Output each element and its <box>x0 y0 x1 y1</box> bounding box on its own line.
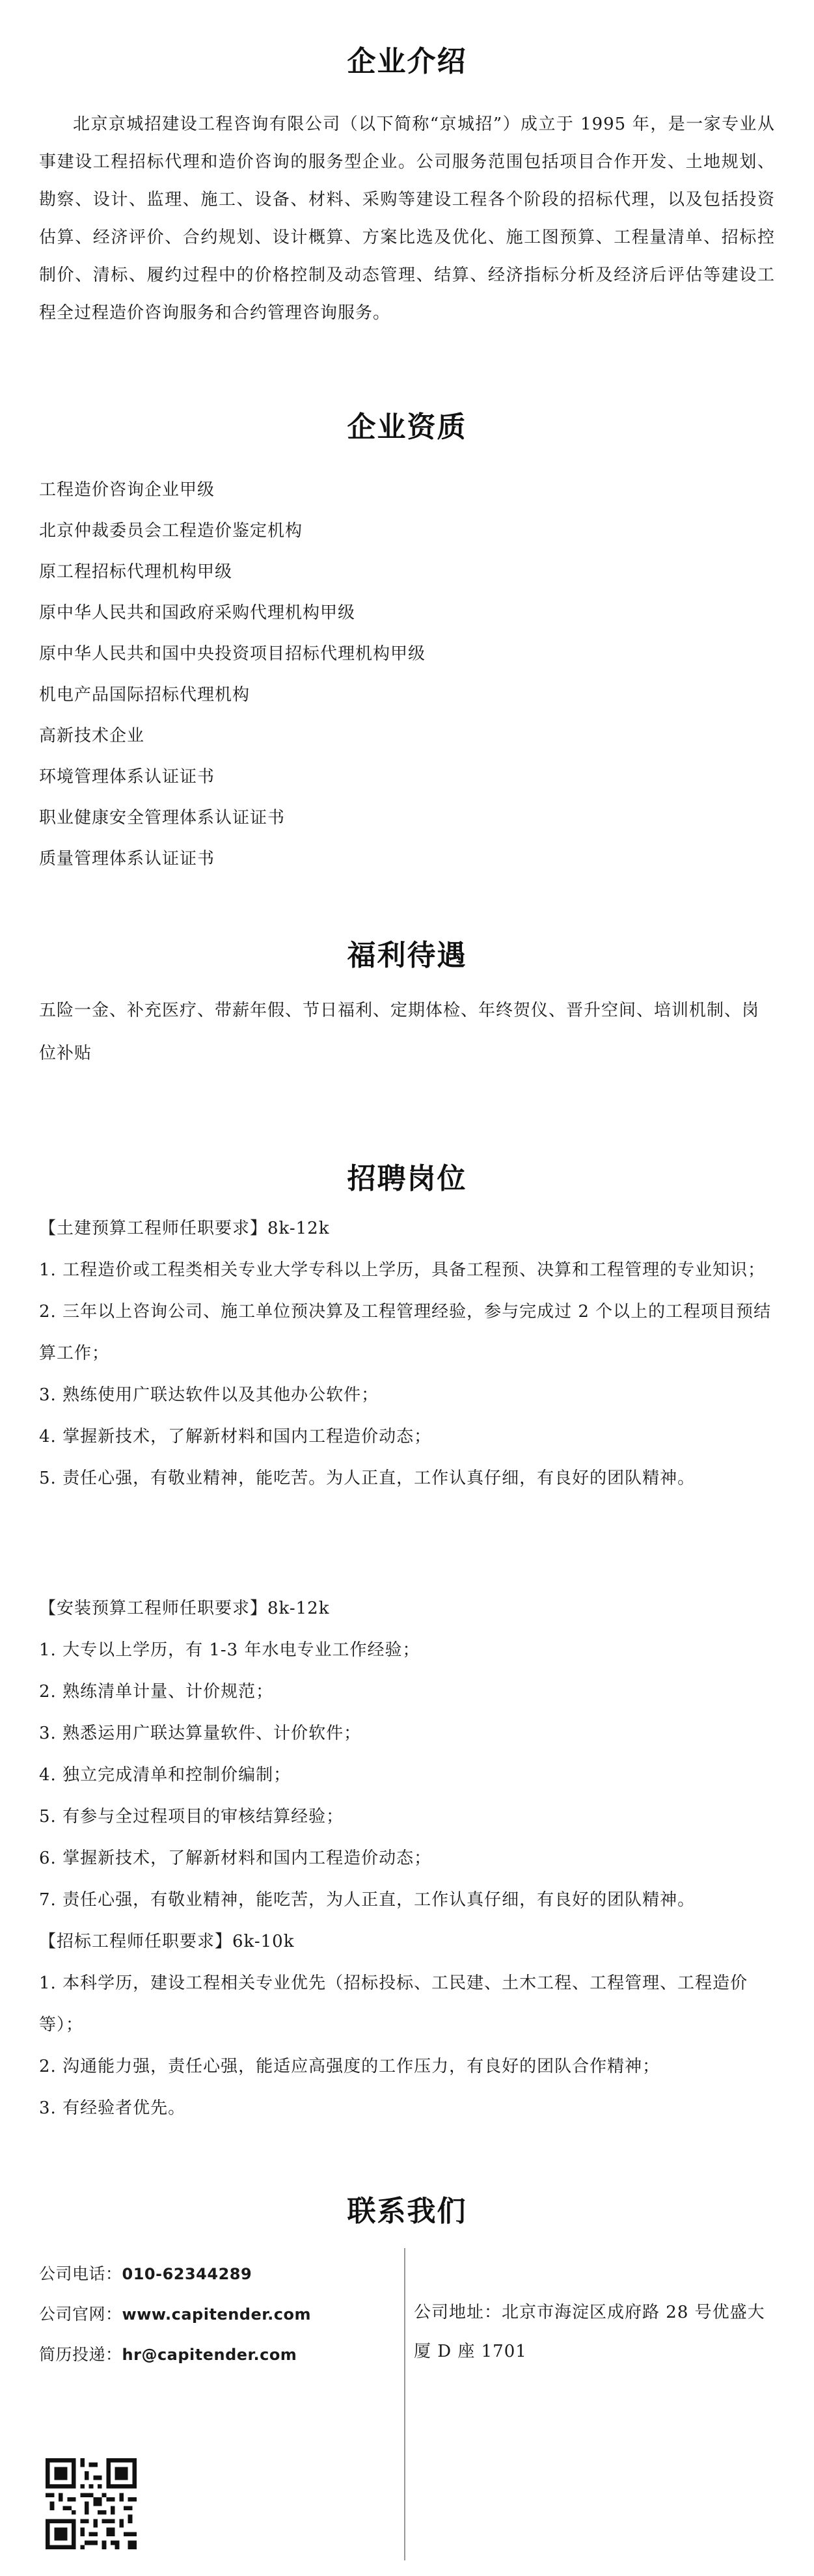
job-requirement: 2. 三年以上咨询公司、施工单位预决算及工程管理经验，参与完成过 2 个以上的工程项目预结算工作； <box>39 1302 772 1363</box>
job-requirement: 5. 有参与全过程项目的审核结算经验； <box>39 1807 344 1826</box>
contact-address <box>414 2293 778 2371</box>
phone-label: 公司电话： <box>39 2264 122 2283</box>
qr-code-icon <box>46 2458 137 2549</box>
list-item: 质量管理体系认证证书 <box>39 849 215 869</box>
address-value: 北京市海淀区成府路 28 号优盛大厦 D 座 1701 <box>414 2303 765 2361</box>
list-item: 高新技术企业 <box>39 726 145 746</box>
job-heading: 【安装预算工程师任职要求】8k-12k <box>39 1599 330 1618</box>
job-requirement: 3. 熟悉运用广联达算量软件、计价软件； <box>39 1724 362 1743</box>
benefits-title: 福利待遇 <box>347 939 467 972</box>
email-label: 简历投递： <box>39 2345 122 2364</box>
job-requirement: 1. 大专以上学历，有 1-3 年水电专业工作经验； <box>39 1640 420 1660</box>
list-item: 职业健康安全管理体系认证证书 <box>39 808 286 828</box>
list-item: 机电产品国际招标代理机构 <box>39 685 251 705</box>
job-requirement: 2. 熟练清单计量、计价规范； <box>39 1682 274 1702</box>
contact-email-row <box>39 2335 390 2375</box>
list-item: 原中华人民共和国政府采购代理机构甲级 <box>39 603 356 623</box>
job-requirement: 3. 有经验者优先。 <box>39 2098 186 2118</box>
contact-phone-row <box>39 2254 390 2294</box>
job-requirement: 7. 责任心强，有敬业精神，能吃苦，为人正直，工作认真仔细，有良好的团队精神。 <box>39 1890 696 1910</box>
contact-divider <box>404 2248 405 2560</box>
job-tender-engineer <box>39 1921 775 2129</box>
job-requirement: 4. 掌握新技术，了解新材料和国内工程造价动态； <box>39 1427 432 1446</box>
job-requirement: 2. 沟通能力强，责任心强，能适应高强度的工作压力，有良好的团队合作精神； <box>39 2057 660 2076</box>
list-item: 环境管理体系认证证书 <box>39 767 215 787</box>
email-link[interactable]: hr@capitender.com <box>122 2346 297 2364</box>
job-requirement: 4. 独立完成清单和控制价编制； <box>39 1765 292 1785</box>
qualifications-title: 企业资质 <box>347 411 467 444</box>
intro-title: 企业介绍 <box>347 45 467 78</box>
job-heading: 【土建预算工程师任职要求】8k-12k <box>39 1219 330 1238</box>
job-heading: 【招标工程师任职要求】6k-10k <box>39 1932 295 1951</box>
contact-details <box>39 2254 390 2375</box>
website-link[interactable]: www.capitender.com <box>122 2305 311 2324</box>
list-item: 原中华人民共和国中央投资项目招标代理机构甲级 <box>39 644 426 664</box>
job-requirement: 5. 责任心强，有敬业精神，能吃苦。为人正直，工作认真仔细，有良好的团队精神。 <box>39 1469 696 1488</box>
jobs-title: 招聘岗位 <box>347 1162 467 1195</box>
intro-paragraph: 北京京城招建设工程咨询有限公司（以下简称“京城招”）成立于 1995 年，是一家专业从事建设工程招标代理和造价咨询的服务型企业。公司服务范围包括项目合作开发、土地规划、勘察、设计、监理、施工、设备、材料、采购等建设工程各个阶段的招标代理，以及包括投资估算、经济评价、合约规划、设计概算、方案比选及优化、施工图预算、工程量清单、招标控制价、清标、履约过程中的价格控制及动态管理、结算、经济指标分析及经济后评估等建设工程全过程造价咨询服务和合约管理咨询服务。 <box>39 115 775 323</box>
job-requirement: 1. 工程造价或工程类相关专业大学专科以上学历，具备工程预、决算和工程管理的专业知识； <box>39 1260 766 1280</box>
job-installation-budget-engineer <box>39 1588 775 1921</box>
address-label: 公司地址： <box>414 2303 502 2322</box>
job-civil-budget-engineer <box>39 1208 775 1499</box>
list-item: 北京仲裁委员会工程造价鉴定机构 <box>39 521 303 541</box>
job-requirement: 3. 熟练使用广联达软件以及其他办公软件； <box>39 1385 379 1405</box>
job-requirement: 6. 掌握新技术，了解新材料和国内工程造价动态； <box>39 1849 432 1868</box>
contact-title: 联系我们 <box>347 2195 467 2228</box>
list-item: 原工程招标代理机构甲级 <box>39 562 233 582</box>
qualifications-list <box>39 470 426 880</box>
website-label: 公司官网： <box>39 2305 122 2324</box>
contact-website-row <box>39 2294 390 2335</box>
benefits-text: 五险一金、补充医疗、带薪年假、节日福利、定期体检、年终贺仪、晋升空间、培训机制、岗位补贴 <box>39 1001 760 1063</box>
job-requirement: 1. 本科学历，建设工程相关专业优先（招标投标、工民建、土木工程、工程管理、工程造价等）； <box>39 1973 748 2035</box>
phone-value[interactable]: 010-62344289 <box>122 2265 252 2283</box>
list-item: 工程造价咨询企业甲级 <box>39 480 215 500</box>
